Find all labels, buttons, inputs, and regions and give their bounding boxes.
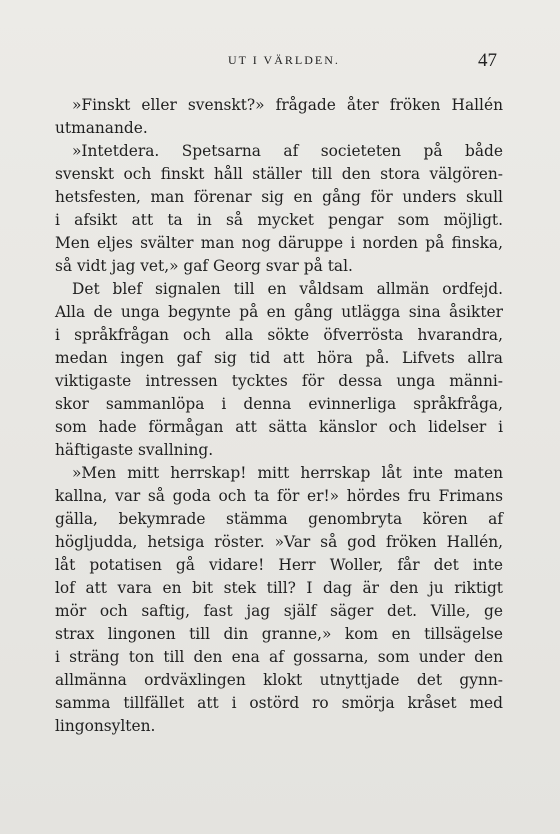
text-line: allmänna ordväxlingen klokt utnyttjade det gynn- <box>55 671 503 689</box>
text-line: kallna, var så goda och ta för er!» hördes fru Frimans <box>55 487 503 505</box>
text-line: lof att vara en bit stek till? I dag är den ju riktigt <box>55 579 503 597</box>
text-line: »Intetdera. Spetsarna af societeten på både <box>72 142 503 160</box>
text-line: högljudda, hetsiga röster. »Var så god fröken Hallén, <box>55 533 503 551</box>
text-line: Det blef signalen till en våldsam allmän ordfejd. <box>72 280 503 298</box>
text-line: strax lingonen till din granne,» kom en tillsägelse <box>55 625 503 643</box>
page-number: 47 <box>478 50 497 71</box>
text-line: i språkfrågan och alla sökte öfverrösta hvarandra, <box>55 326 503 344</box>
running-head: UT I VÄRLDEN. <box>228 53 340 67</box>
text-line: Alla de unga begynte på en gång utlägga sina åsikter <box>55 303 503 321</box>
text-line: lingonsylten. <box>55 717 156 735</box>
text-line: »Finskt eller svenskt?» frågade åter fröken Hallén <box>72 96 503 114</box>
text-line: mör och saftig, fast jag själf säger det. Ville, ge <box>55 602 503 620</box>
text-line: häftigaste svallning. <box>55 441 214 459</box>
text-line: i afsikt att ta in så mycket pengar som möjligt. <box>55 211 503 229</box>
text-line: skor sammanlöpa i denna evinnerliga språkfråga, <box>55 395 503 413</box>
text-line: i sträng ton till den ena af gossarna, som under den <box>55 648 503 666</box>
text-line: hetsfesten, man förenar sig en gång för unders skull <box>55 188 503 206</box>
text-line: Men eljes svälter man nog däruppe i norden på finska, <box>55 234 503 252</box>
text-line: samma tillfället att i ostörd ro smörja kråset med <box>55 694 503 712</box>
text-line: så vidt jag vet,» gaf Georg svar på tal. <box>55 257 353 275</box>
text-line: låt potatisen gå vidare! Herr Woller, får det inte <box>55 556 503 574</box>
text-line: gälla, bekymrade stämma genombryta kören af <box>55 510 503 528</box>
text-line: utmanande. <box>55 119 148 137</box>
text-line: »Men mitt herrskap! mitt herrskap låt inte maten <box>72 464 503 482</box>
text-line: medan ingen gaf sig tid att höra på. Lifvets allra <box>55 349 503 367</box>
text-line: viktigaste intressen tycktes för dessa unga männi- <box>55 372 503 390</box>
body-text <box>55 94 503 738</box>
text-line: svenskt och finskt håll ställer till den stora välgören- <box>55 165 503 183</box>
text-line: som hade förmågan att sätta känslor och lidelser i <box>55 418 503 436</box>
